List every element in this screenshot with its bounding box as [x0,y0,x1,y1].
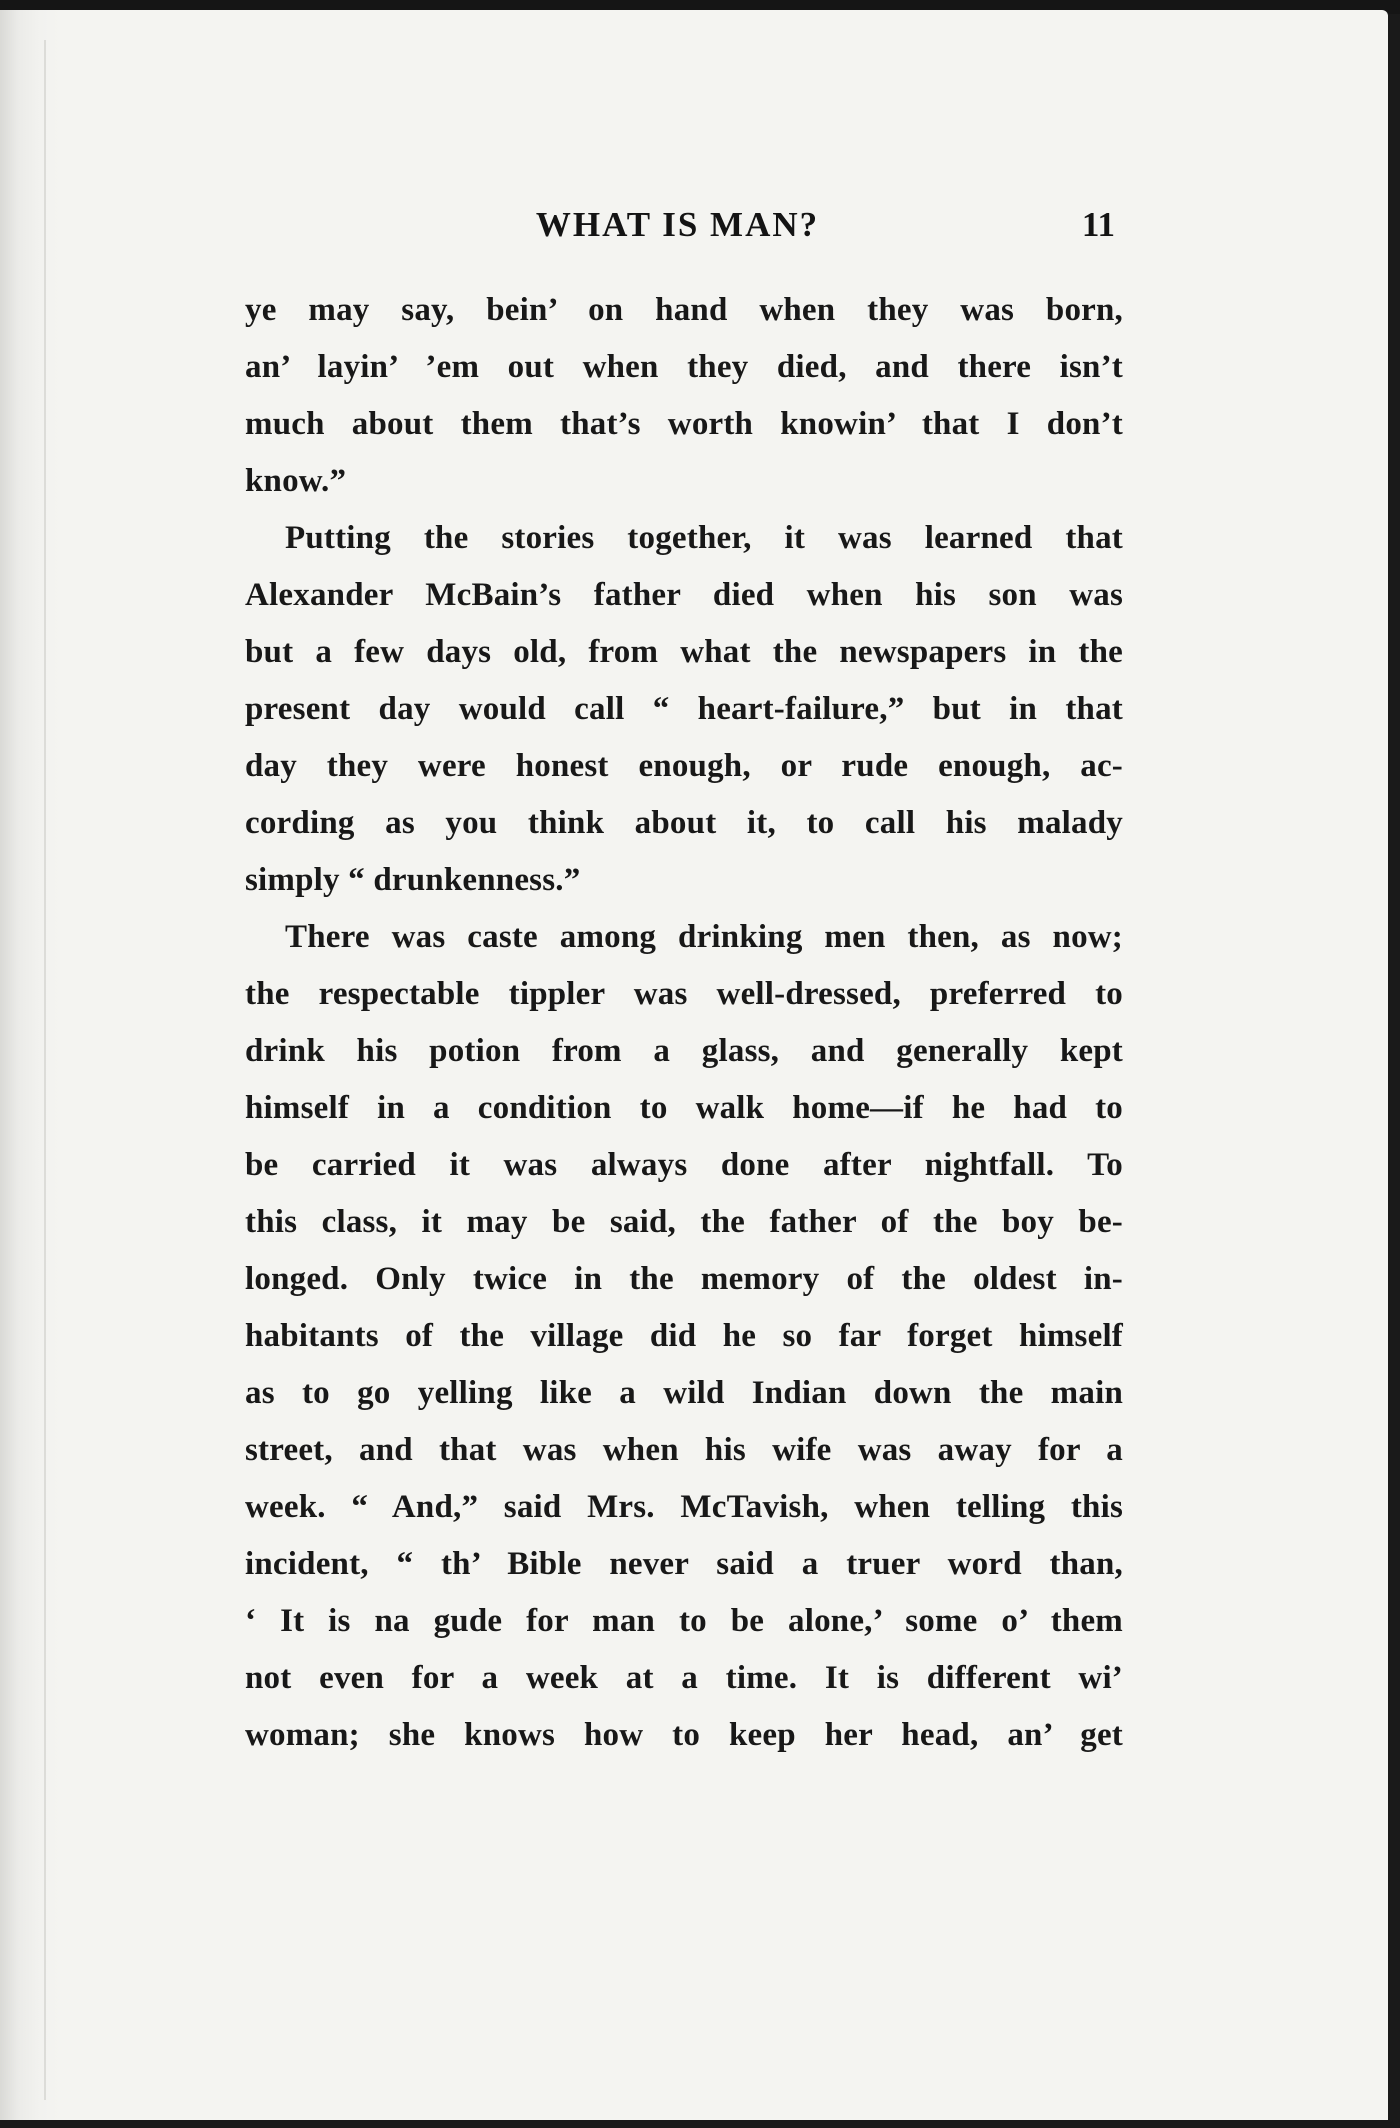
text-line: an’ layin’ ’em out when they died, and there isn’t [245,349,1123,385]
text-line: but a few days old, from what the newspapers in the [245,634,1123,670]
text-line: know.” [245,463,347,499]
running-title: WHAT IS MAN? [535,205,820,244]
page-number: 11 [1081,205,1115,244]
text-line: cording as you think about it, to call his malady [245,805,1123,841]
running-head [240,205,1115,255]
body-text [245,282,1123,1764]
text-line: Putting the stories together, it was learned that [285,520,1123,556]
text-line: simply “ drunkenness.” [245,862,581,898]
text-line: much about them that’s worth knowin’ that I don’t [245,406,1123,442]
page-binding-edge [0,10,62,2120]
text-line: longed. Only twice in the memory of the oldest in- [245,1261,1123,1297]
text-line: There was caste among drinking men then, as now; [285,919,1123,955]
text-line: day they were honest enough, or rude enough, ac- [245,748,1123,784]
text-line: the respectable tippler was well-dressed, preferred to [245,976,1123,1012]
text-line: week. “ And,” said Mrs. McTavish, when telling this [245,1489,1123,1525]
text-line: drink his potion from a glass, and generally kept [245,1033,1123,1069]
text-line: Alexander McBain’s father died when his son was [245,577,1123,613]
text-line: ‘ It is na gude for man to be alone,’ some o’ them [245,1603,1123,1639]
text-line: as to go yelling like a wild Indian down the main [245,1375,1123,1411]
page-fold-line [44,40,46,2100]
text-line: not even for a week at a time. It is different wi’ [245,1660,1123,1696]
text-line: woman; she knows how to keep her head, an’ get [245,1717,1123,1753]
text-line: incident, “ th’ Bible never said a truer word than, [245,1546,1123,1582]
text-line: be carried it was always done after nightfall. To [245,1147,1123,1183]
text-line: this class, it may be said, the father of the boy be- [245,1204,1123,1240]
text-line: himself in a condition to walk home—if he had to [245,1090,1123,1126]
text-line: street, and that was when his wife was away for a [245,1432,1123,1468]
text-line: ye may say, bein’ on hand when they was born, [245,292,1123,328]
text-line: habitants of the village did he so far forget himself [245,1318,1123,1354]
text-line: present day would call “ heart-failure,” but in that [245,691,1123,727]
